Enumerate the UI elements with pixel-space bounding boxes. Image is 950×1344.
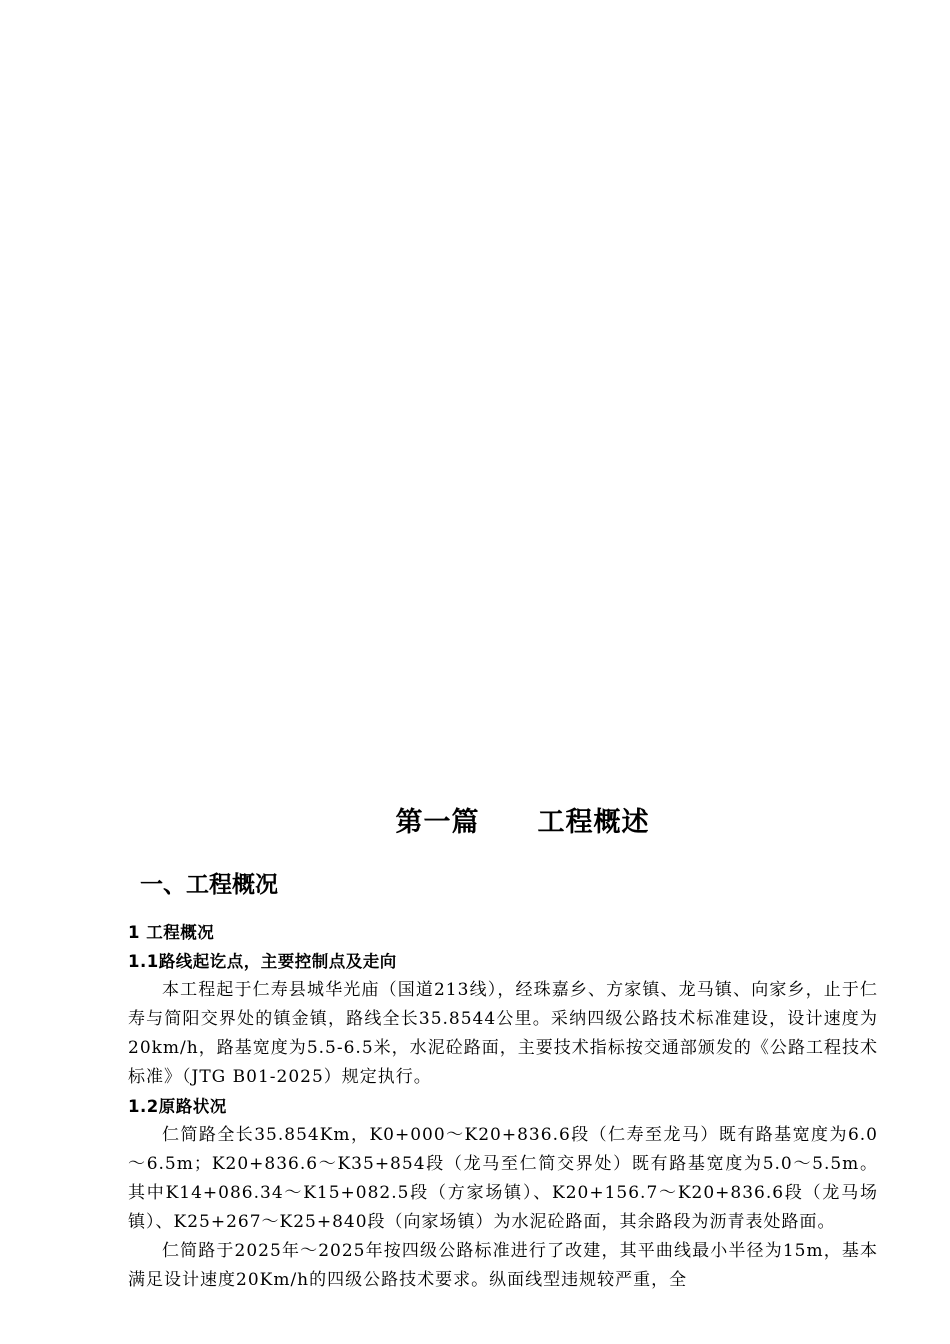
body-text: [128, 918, 878, 1295]
heading-1: 1 工程概况: [128, 923, 215, 942]
paragraph-reconstruction: 仁简路于2025年～2025年按四级公路标准进行了改建，其平曲线最小半径为15m，基本满足设计速度20Km/h的四级公路技术要求。纵面线型违规较严重，全: [128, 1241, 878, 1290]
part-title: [0, 800, 950, 839]
heading-1-2: 1.2原路状况: [128, 1097, 227, 1116]
part-title-number: 第一篇: [395, 807, 480, 838]
heading-1-1: 1.1路线起讫点，主要控制点及走向: [128, 952, 397, 971]
paragraph-original-road: 仁简路全长35.854Km，K0+000～K20+836.6段（仁寿至龙马）既有路基宽度为6.0～6.5m；K20+836.6～K35+854段（龙马至仁简交界处）既有路基宽度为5.0～5.5m。其中K14+086.34～K15+082.5段（方家场镇）、K20+156.7～K20+836.6段（龙马场镇）、K25+267～K25+840段（向家场镇）为水泥砼路面，其余路段为沥青表处路面。: [128, 1125, 878, 1232]
section-title: 一、工程概况: [140, 872, 278, 898]
part-title-name: 工程概述: [537, 807, 650, 838]
paragraph-route: 本工程起于仁寿县城华光庙（国道213线），经珠嘉乡、方家镇、龙马镇、向家乡，止于仁寿与简阳交界处的镇金镇，路线全长35.8544公里。采纳四级公路技术标准建设，设计速度为20km/h，路基宽度为5.5-6.5米，水泥砼路面，主要技术指标按交通部颁发的《公路工程技术标准》（JTG B01-2025）规定执行。: [128, 980, 878, 1087]
